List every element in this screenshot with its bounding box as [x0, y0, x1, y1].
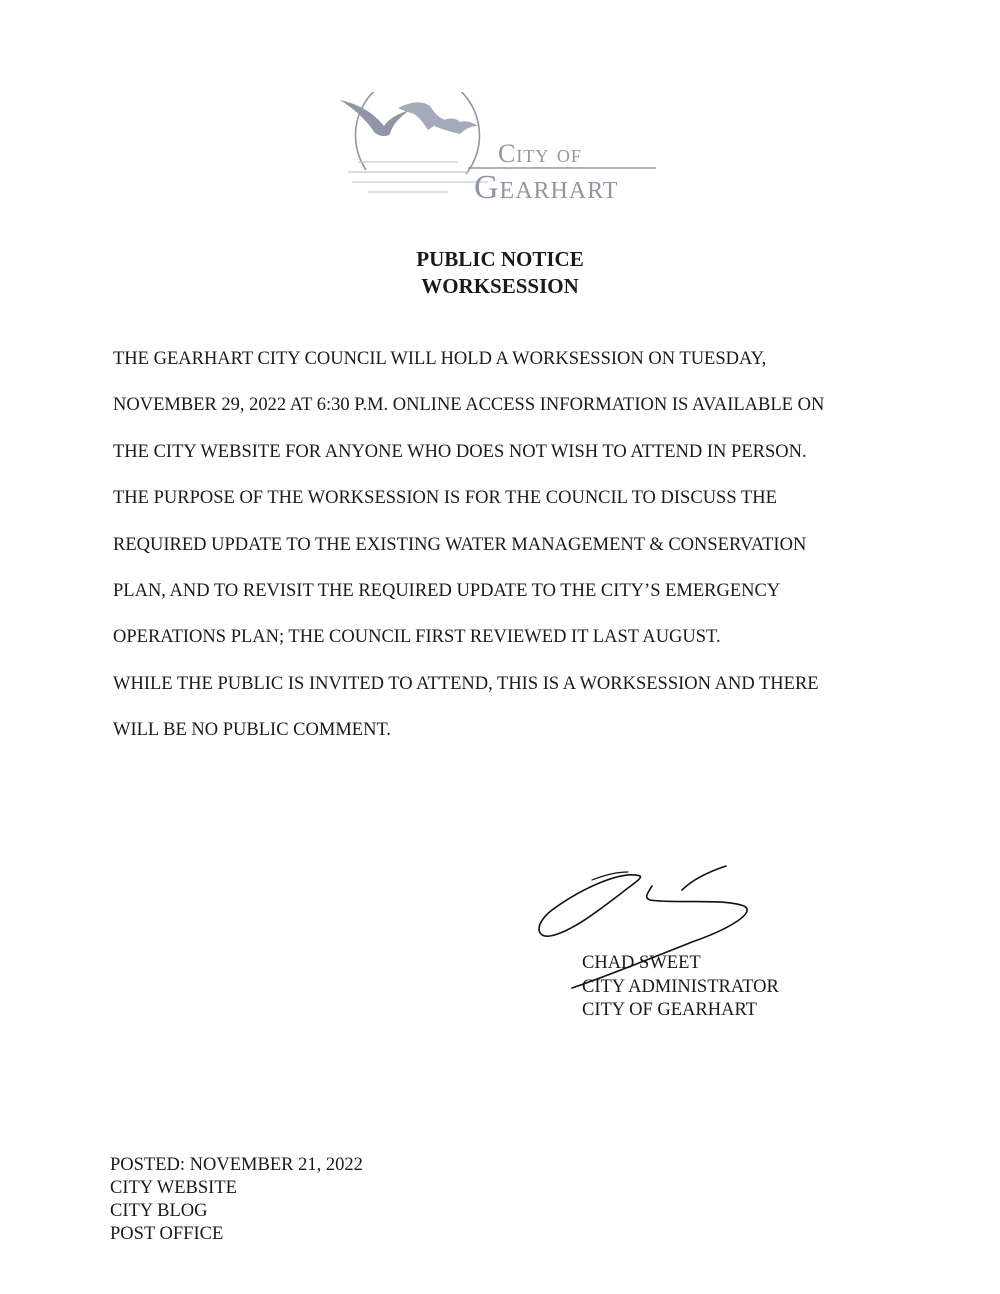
seagull-icon — [340, 100, 410, 136]
body-line: PLAN, AND TO REVISIT THE REQUIRED UPDATE TO THE CITY’S EMERGENCY — [113, 580, 781, 601]
posted-date: POSTED: NOVEMBER 21, 2022 — [110, 1155, 363, 1175]
seagulls-sun-logo-icon — [338, 92, 668, 212]
body-line: THE PURPOSE OF THE WORKSESSION IS FOR THE COUNCIL TO DISCUSS THE — [113, 488, 777, 509]
logo-line2: Gearhart — [474, 169, 619, 206]
body-line: REQUIRED UPDATE TO THE EXISTING WATER MANAGEMENT & CONSERVATION — [113, 534, 807, 555]
notice-subtitle: WORKSESSION — [421, 274, 579, 298]
posted-location: POST OFFICE — [110, 1224, 224, 1244]
signer-name: CHAD SWEET — [582, 953, 701, 973]
body-line: NOVEMBER 29, 2022 AT 6:30 P.M. ONLINE ACCESS INFORMATION IS AVAILABLE ON — [113, 395, 825, 416]
posting-info — [110, 1154, 363, 1246]
city-logo — [338, 92, 668, 212]
notice-body — [113, 345, 913, 763]
body-line: WHILE THE PUBLIC IS INVITED TO ATTEND, THIS IS A WORKSESSION AND THERE — [113, 673, 819, 694]
body-line: THE CITY WEBSITE FOR ANYONE WHO DOES NOT WISH TO ATTEND IN PERSON. — [113, 441, 807, 462]
body-line: WILL BE NO PUBLIC COMMENT. — [113, 720, 391, 741]
logo-line1: City of — [498, 139, 582, 168]
body-line: OPERATIONS PLAN; THE COUNCIL FIRST REVIEWED IT LAST AUGUST. — [113, 627, 721, 648]
signature-block — [582, 952, 779, 1023]
posted-location: CITY WEBSITE — [110, 1178, 237, 1198]
signer-title: CITY ADMINISTRATOR — [582, 976, 779, 997]
posted-location: CITY BLOG — [110, 1201, 208, 1221]
notice-title: PUBLIC NOTICE — [416, 247, 584, 271]
signer-org: CITY OF GEARHART — [582, 1000, 757, 1020]
notice-heading — [0, 246, 1000, 300]
body-line: THE GEARHART CITY COUNCIL WILL HOLD A WORKSESSION ON TUESDAY, — [113, 349, 767, 369]
